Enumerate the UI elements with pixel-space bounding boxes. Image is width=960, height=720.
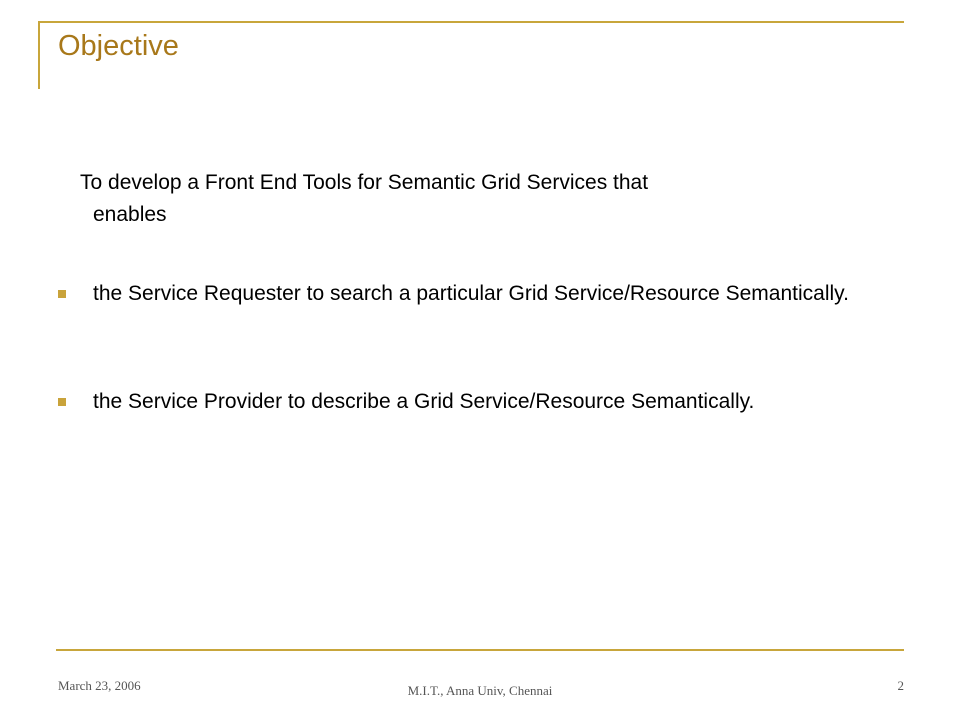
footer-date: March 23, 2006 [58,678,141,693]
bullet-square-icon [58,398,66,406]
slide-title: Objective [58,30,179,62]
bullet-item-requester: the Service Requester to search a particular Grid Service/Resource Semantically. [93,282,849,305]
footer-divider [56,649,904,651]
page-number: 2 [897,678,904,693]
bullet-square-icon [58,290,66,298]
intro-line-1: To develop a Front End Tools for Semantic Grid Services that [80,171,649,194]
intro-paragraph [80,167,820,231]
bullet-item-provider: the Service Provider to describe a Grid Service/Resource Semantically. [93,390,755,413]
footer-organization: M.I.T., Anna Univ, Chennai [407,683,553,698]
intro-line-2: enables [93,203,167,226]
